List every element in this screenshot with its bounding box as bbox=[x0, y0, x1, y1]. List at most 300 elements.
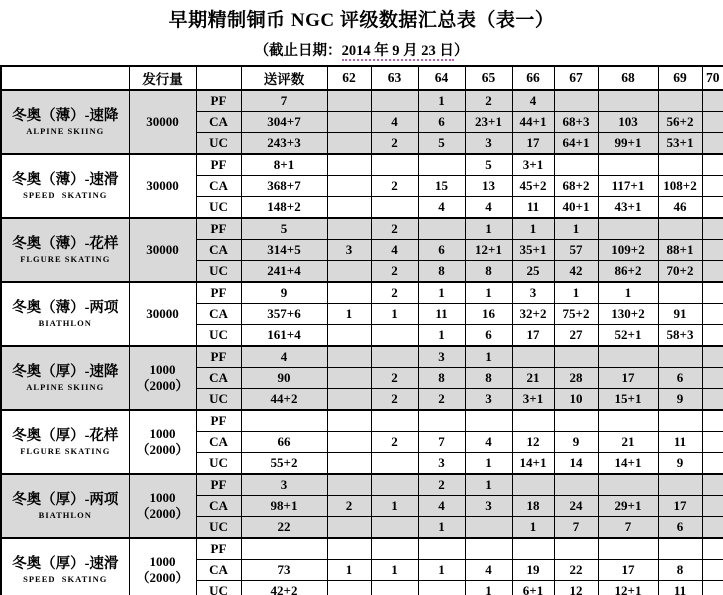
grade-col-header-65: 65 bbox=[465, 66, 512, 90]
group-name-cn: 冬奥（厚）-速滑 bbox=[12, 556, 119, 573]
grade-col-header-62: 62 bbox=[327, 66, 371, 90]
type-cell: PF bbox=[196, 218, 241, 240]
submitted-cell bbox=[241, 538, 327, 560]
grade-cell bbox=[371, 474, 418, 496]
mintage-line: 30000 bbox=[146, 114, 179, 130]
grade-cell bbox=[327, 133, 371, 155]
grade-cell bbox=[658, 282, 702, 304]
submitted-cell bbox=[241, 410, 327, 432]
submitted-cell: 66 bbox=[241, 432, 327, 453]
grade-cell bbox=[598, 90, 658, 112]
grade-cell: 68+2 bbox=[554, 176, 598, 197]
grade-cell: 57 bbox=[554, 240, 598, 261]
grade-cell: 1 bbox=[465, 218, 512, 240]
grade-cell bbox=[702, 240, 723, 261]
grade-cell bbox=[418, 218, 465, 240]
grade-cell bbox=[327, 154, 371, 176]
grade-cell bbox=[658, 154, 702, 176]
subtitle-suffix: ） bbox=[453, 43, 469, 59]
cutoff-date: 2014 年 9 月 23 日 bbox=[341, 43, 454, 59]
grade-cell bbox=[702, 432, 723, 453]
grade-cell bbox=[371, 581, 418, 595]
type-cell: UC bbox=[196, 133, 241, 155]
submitted-cell: 42+2 bbox=[241, 581, 327, 595]
grade-cell: 1 bbox=[465, 282, 512, 304]
grade-cell: 18 bbox=[512, 496, 554, 517]
type-cell: CA bbox=[196, 176, 241, 197]
grade-cell: 15 bbox=[418, 176, 465, 197]
grade-cell: 8 bbox=[418, 261, 465, 283]
grade-cell: 1 bbox=[465, 453, 512, 475]
type-cell: PF bbox=[196, 154, 241, 176]
grade-cell: 1 bbox=[418, 282, 465, 304]
grade-cell: 56+2 bbox=[658, 112, 702, 133]
type-cell: CA bbox=[196, 496, 241, 517]
mintage-cell bbox=[129, 282, 196, 346]
grade-cell: 8 bbox=[658, 560, 702, 581]
grade-cell: 2 bbox=[371, 389, 418, 411]
mintage-line: 1000 bbox=[149, 362, 176, 378]
grade-cell: 7 bbox=[598, 517, 658, 539]
type-cell: CA bbox=[196, 304, 241, 325]
submitted-cell: 7 bbox=[241, 90, 327, 112]
grade-cell: 9 bbox=[658, 389, 702, 411]
type-cell: CA bbox=[196, 368, 241, 389]
grade-cell: 91 bbox=[658, 304, 702, 325]
group-name-en: SPEED SKATING bbox=[23, 189, 108, 200]
grade-cell bbox=[371, 325, 418, 347]
grade-cell: 6 bbox=[418, 112, 465, 133]
grade-cell: 3 bbox=[418, 346, 465, 368]
grade-cell bbox=[371, 410, 418, 432]
submitted-cell: 9 bbox=[241, 282, 327, 304]
grade-cell: 22 bbox=[554, 560, 598, 581]
grade-cell bbox=[658, 538, 702, 560]
group-name-cn: 冬奥（薄）-两项 bbox=[12, 300, 119, 317]
grade-cell: 117+1 bbox=[598, 176, 658, 197]
group-name-en: SPEED SKATING bbox=[23, 573, 108, 584]
table-row bbox=[1, 154, 723, 176]
grade-cell: 32+2 bbox=[512, 304, 554, 325]
grade-cell bbox=[418, 581, 465, 595]
group-name-cn: 冬奥（厚）-速降 bbox=[12, 364, 119, 381]
grade-cell: 2 bbox=[371, 282, 418, 304]
grade-cell: 12+1 bbox=[598, 581, 658, 595]
mintage-cell bbox=[129, 154, 196, 218]
group-name-cn: 冬奥（薄）-速降 bbox=[12, 108, 119, 125]
grade-cell: 1 bbox=[465, 474, 512, 496]
grade-cell bbox=[371, 90, 418, 112]
grade-cell: 4 bbox=[512, 90, 554, 112]
type-cell: CA bbox=[196, 240, 241, 261]
grade-cell: 12 bbox=[512, 432, 554, 453]
group-name-en: BIATHLON bbox=[38, 317, 92, 328]
type-cell: PF bbox=[196, 282, 241, 304]
submitted-cell: 98+1 bbox=[241, 496, 327, 517]
grade-cell: 2 bbox=[371, 133, 418, 155]
submitted-cell: 4 bbox=[241, 346, 327, 368]
mintage-line: 1000 bbox=[149, 490, 176, 506]
grade-cell bbox=[702, 389, 723, 411]
group-name-en: ALPINE SKIING bbox=[26, 381, 105, 392]
grade-cell: 2 bbox=[371, 176, 418, 197]
grade-col-header-70: 70 bbox=[702, 66, 723, 90]
grade-cell: 6 bbox=[418, 240, 465, 261]
grade-cell: 2 bbox=[371, 218, 418, 240]
grade-cell: 11 bbox=[418, 304, 465, 325]
grade-cell: 14+1 bbox=[598, 453, 658, 475]
mintage-cell bbox=[129, 410, 196, 474]
mintage-line: （2000） bbox=[136, 442, 189, 457]
grade-cell: 130+2 bbox=[598, 304, 658, 325]
grade-cell bbox=[512, 538, 554, 560]
submitted-cell: 368+7 bbox=[241, 176, 327, 197]
grade-cell: 1 bbox=[418, 325, 465, 347]
grade-cell bbox=[702, 538, 723, 560]
grade-cell: 1 bbox=[465, 581, 512, 595]
type-cell: UC bbox=[196, 197, 241, 219]
grade-cell: 3 bbox=[465, 496, 512, 517]
grade-cell: 1 bbox=[598, 282, 658, 304]
type-cell: UC bbox=[196, 453, 241, 475]
grade-cell bbox=[598, 218, 658, 240]
subtitle-prefix: （截止日期： bbox=[254, 43, 342, 59]
grade-cell: 9 bbox=[658, 453, 702, 475]
grade-cell: 17 bbox=[598, 368, 658, 389]
grade-cell: 1 bbox=[327, 560, 371, 581]
grade-cell: 14 bbox=[554, 453, 598, 475]
grade-cell: 88+1 bbox=[658, 240, 702, 261]
grade-cell: 12+1 bbox=[465, 240, 512, 261]
grade-cell: 14+1 bbox=[512, 453, 554, 475]
mintage-line: 1000 bbox=[149, 426, 176, 442]
grade-cell bbox=[702, 261, 723, 283]
grade-cell bbox=[418, 154, 465, 176]
grade-cell bbox=[702, 282, 723, 304]
grade-cell bbox=[554, 346, 598, 368]
grade-cell: 99+1 bbox=[598, 133, 658, 155]
grade-cell bbox=[702, 176, 723, 197]
grade-cell: 2 bbox=[371, 261, 418, 283]
grade-cell bbox=[658, 218, 702, 240]
grade-cell: 4 bbox=[371, 240, 418, 261]
grade-cell: 1 bbox=[512, 517, 554, 539]
subtitle bbox=[0, 39, 723, 60]
grade-cell bbox=[327, 261, 371, 283]
submitted-cell: 357+6 bbox=[241, 304, 327, 325]
mintage-col-header: 发行量 bbox=[129, 66, 196, 90]
mintage-line: （2000） bbox=[136, 506, 189, 521]
grading-table-container bbox=[0, 65, 723, 595]
table-row bbox=[1, 410, 723, 432]
grade-cell: 45+2 bbox=[512, 176, 554, 197]
grade-cell: 4 bbox=[418, 197, 465, 219]
mintage-cell bbox=[129, 346, 196, 410]
grade-cell bbox=[512, 346, 554, 368]
grade-cell: 8 bbox=[418, 368, 465, 389]
grade-cell bbox=[371, 538, 418, 560]
grade-cell: 6 bbox=[465, 325, 512, 347]
group-name-en: ALPINE SKIING bbox=[26, 125, 105, 136]
grade-cell: 108+2 bbox=[658, 176, 702, 197]
grade-cell: 64+1 bbox=[554, 133, 598, 155]
grade-cell: 17 bbox=[598, 560, 658, 581]
grade-cell bbox=[327, 176, 371, 197]
grade-cell bbox=[658, 346, 702, 368]
grade-cell bbox=[554, 410, 598, 432]
grade-cell bbox=[702, 154, 723, 176]
grade-col-header-64: 64 bbox=[418, 66, 465, 90]
grade-cell: 1 bbox=[554, 218, 598, 240]
grade-cell: 1 bbox=[371, 304, 418, 325]
grade-cell bbox=[327, 432, 371, 453]
mintage-line: 30000 bbox=[146, 178, 179, 194]
grade-cell bbox=[418, 538, 465, 560]
table-row bbox=[1, 346, 723, 368]
grade-cell: 1 bbox=[327, 304, 371, 325]
grade-cell bbox=[702, 325, 723, 347]
submitted-cell: 55+2 bbox=[241, 453, 327, 475]
grade-cell: 4 bbox=[465, 197, 512, 219]
grade-cell: 1 bbox=[512, 218, 554, 240]
grade-cell bbox=[702, 112, 723, 133]
grade-cell: 2 bbox=[418, 474, 465, 496]
grade-cell: 86+2 bbox=[598, 261, 658, 283]
grade-col-header-67: 67 bbox=[554, 66, 598, 90]
grade-cell: 103 bbox=[598, 112, 658, 133]
submitted-cell: 73 bbox=[241, 560, 327, 581]
submitted-cell: 3 bbox=[241, 474, 327, 496]
grade-cell: 7 bbox=[418, 432, 465, 453]
submitted-cell: 22 bbox=[241, 517, 327, 539]
type-cell: CA bbox=[196, 112, 241, 133]
grade-cell bbox=[465, 410, 512, 432]
grade-cell: 16 bbox=[465, 304, 512, 325]
group-label-cell bbox=[1, 154, 129, 218]
type-cell: UC bbox=[196, 325, 241, 347]
grade-cell: 10 bbox=[554, 389, 598, 411]
submitted-cell: 44+2 bbox=[241, 389, 327, 411]
mintage-line: 30000 bbox=[146, 242, 179, 258]
grade-cell: 3+1 bbox=[512, 154, 554, 176]
type-cell: CA bbox=[196, 560, 241, 581]
grade-cell: 12 bbox=[554, 581, 598, 595]
grade-cell bbox=[702, 517, 723, 539]
grade-cell bbox=[512, 474, 554, 496]
grade-cell: 1 bbox=[418, 90, 465, 112]
grade-cell: 3 bbox=[465, 389, 512, 411]
grade-cell: 15+1 bbox=[598, 389, 658, 411]
grade-cell: 2 bbox=[465, 90, 512, 112]
grade-cell bbox=[702, 453, 723, 475]
grade-cell: 4 bbox=[371, 112, 418, 133]
mintage-cell bbox=[129, 90, 196, 154]
grade-cell: 8 bbox=[465, 261, 512, 283]
grade-cell bbox=[598, 538, 658, 560]
submitted-col-header: 送评数 bbox=[241, 66, 327, 90]
grade-cell bbox=[327, 112, 371, 133]
group-name-cn: 冬奥（厚）-两项 bbox=[12, 492, 119, 509]
table-row bbox=[1, 90, 723, 112]
grade-cell: 109+2 bbox=[598, 240, 658, 261]
type-cell: CA bbox=[196, 432, 241, 453]
grade-cell: 43+1 bbox=[598, 197, 658, 219]
grade-cell: 6 bbox=[658, 517, 702, 539]
grade-cell: 5 bbox=[418, 133, 465, 155]
grade-cell bbox=[327, 346, 371, 368]
grade-cell bbox=[327, 581, 371, 595]
grade-cell bbox=[598, 154, 658, 176]
group-label-cell bbox=[1, 346, 129, 410]
grade-cell bbox=[371, 197, 418, 219]
group-name-en: BIATHLON bbox=[38, 509, 92, 520]
grade-col-header-66: 66 bbox=[512, 66, 554, 90]
grade-cell: 2 bbox=[371, 368, 418, 389]
grade-cell bbox=[702, 560, 723, 581]
grade-cell: 21 bbox=[598, 432, 658, 453]
grade-cell: 11 bbox=[658, 432, 702, 453]
type-cell: UC bbox=[196, 261, 241, 283]
grade-cell bbox=[658, 410, 702, 432]
grade-cell: 17 bbox=[512, 325, 554, 347]
grade-cell: 1 bbox=[418, 560, 465, 581]
mintage-cell bbox=[129, 538, 196, 595]
grade-cell: 4 bbox=[465, 432, 512, 453]
grade-cell bbox=[327, 389, 371, 411]
grade-cell: 29+1 bbox=[598, 496, 658, 517]
group-name-cn: 冬奥（薄）-花样 bbox=[12, 236, 119, 253]
grade-cell bbox=[658, 90, 702, 112]
submitted-cell: 5 bbox=[241, 218, 327, 240]
grade-cell bbox=[702, 474, 723, 496]
grade-cell: 2 bbox=[418, 389, 465, 411]
type-cell: UC bbox=[196, 517, 241, 539]
grade-cell bbox=[512, 410, 554, 432]
grade-cell: 3+1 bbox=[512, 389, 554, 411]
grade-cell: 4 bbox=[465, 560, 512, 581]
grade-cell bbox=[554, 538, 598, 560]
grade-cell: 44+1 bbox=[512, 112, 554, 133]
grade-cell: 1 bbox=[371, 496, 418, 517]
group-label-cell bbox=[1, 538, 129, 595]
grade-cell: 1 bbox=[418, 517, 465, 539]
grade-cell: 13 bbox=[465, 176, 512, 197]
grade-cell bbox=[465, 538, 512, 560]
grade-cell bbox=[327, 282, 371, 304]
type-col-header bbox=[196, 66, 241, 90]
grade-cell: 58+3 bbox=[658, 325, 702, 347]
grade-cell: 7 bbox=[554, 517, 598, 539]
grade-cell bbox=[598, 474, 658, 496]
grade-cell: 3 bbox=[465, 133, 512, 155]
grade-cell: 3 bbox=[512, 282, 554, 304]
grade-cell: 28 bbox=[554, 368, 598, 389]
grade-cell: 27 bbox=[554, 325, 598, 347]
submitted-cell: 148+2 bbox=[241, 197, 327, 219]
type-cell: PF bbox=[196, 538, 241, 560]
mintage-line: （2000） bbox=[136, 570, 189, 585]
grade-cell bbox=[327, 197, 371, 219]
grade-cell: 19 bbox=[512, 560, 554, 581]
mintage-line: （2000） bbox=[136, 378, 189, 393]
grade-cell: 6+1 bbox=[512, 581, 554, 595]
grade-col-header-69: 69 bbox=[658, 66, 702, 90]
grade-cell bbox=[465, 517, 512, 539]
grade-cell: 17 bbox=[658, 496, 702, 517]
mintage-line: 1000 bbox=[149, 554, 176, 570]
grade-cell: 1 bbox=[371, 560, 418, 581]
submitted-cell: 241+4 bbox=[241, 261, 327, 283]
grade-cell: 46 bbox=[658, 197, 702, 219]
grade-cell: 5 bbox=[465, 154, 512, 176]
grade-cell: 1 bbox=[465, 346, 512, 368]
page-title: 早期精制铜币 NGC 评级数据汇总表（表一） bbox=[168, 10, 555, 31]
grade-cell bbox=[371, 517, 418, 539]
submitted-cell: 8+1 bbox=[241, 154, 327, 176]
grade-cell bbox=[418, 410, 465, 432]
group-name-en: FLGURE SKATING bbox=[20, 445, 111, 456]
grade-cell bbox=[327, 474, 371, 496]
grade-cell bbox=[554, 474, 598, 496]
grade-cell bbox=[702, 368, 723, 389]
group-name-en: FLGURE SKATING bbox=[20, 253, 111, 264]
grade-col-header-68: 68 bbox=[598, 66, 658, 90]
type-cell: PF bbox=[196, 90, 241, 112]
grade-cell bbox=[702, 346, 723, 368]
grade-cell bbox=[598, 346, 658, 368]
mintage-line: 30000 bbox=[146, 306, 179, 322]
table-row bbox=[1, 538, 723, 560]
mintage-cell bbox=[129, 218, 196, 282]
grade-cell bbox=[327, 90, 371, 112]
grade-cell: 11 bbox=[512, 197, 554, 219]
grade-cell bbox=[327, 325, 371, 347]
type-cell: PF bbox=[196, 410, 241, 432]
grading-table bbox=[0, 65, 723, 595]
group-label-cell bbox=[1, 474, 129, 538]
grade-cell: 17 bbox=[512, 133, 554, 155]
grade-cell: 68+3 bbox=[554, 112, 598, 133]
grade-cell bbox=[327, 453, 371, 475]
grade-cell: 25 bbox=[512, 261, 554, 283]
grade-cell: 1 bbox=[554, 282, 598, 304]
table-row bbox=[1, 474, 723, 496]
grade-cell: 42 bbox=[554, 261, 598, 283]
type-cell: PF bbox=[196, 474, 241, 496]
grade-cell bbox=[554, 90, 598, 112]
grade-cell: 35+1 bbox=[512, 240, 554, 261]
grade-cell bbox=[327, 410, 371, 432]
grade-cell bbox=[327, 218, 371, 240]
grade-cell bbox=[598, 410, 658, 432]
mintage-cell bbox=[129, 474, 196, 538]
submitted-cell: 90 bbox=[241, 368, 327, 389]
grade-cell bbox=[702, 90, 723, 112]
grade-cell: 23+1 bbox=[465, 112, 512, 133]
grade-cell bbox=[327, 517, 371, 539]
submitted-cell: 243+3 bbox=[241, 133, 327, 155]
grade-cell: 3 bbox=[327, 240, 371, 261]
group-name-cn: 冬奥（薄）-速滑 bbox=[12, 172, 119, 189]
grade-cell bbox=[554, 154, 598, 176]
grade-cell: 8 bbox=[465, 368, 512, 389]
grade-cell bbox=[702, 581, 723, 595]
grade-cell bbox=[702, 218, 723, 240]
grade-cell bbox=[702, 496, 723, 517]
submitted-cell: 314+5 bbox=[241, 240, 327, 261]
grade-cell: 24 bbox=[554, 496, 598, 517]
grade-cell: 53+1 bbox=[658, 133, 702, 155]
